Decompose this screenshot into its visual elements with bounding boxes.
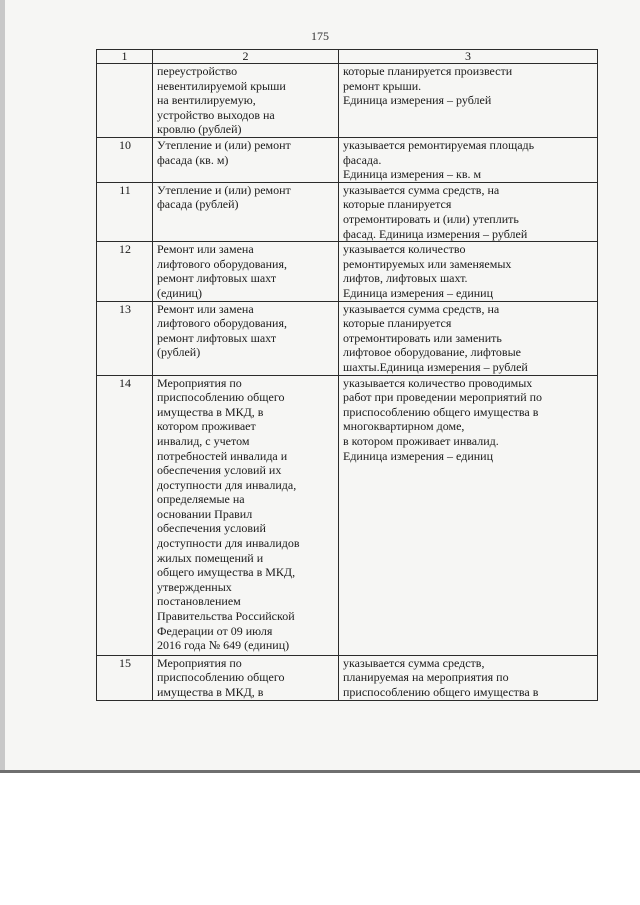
row-name-text: Мероприятия по приспособлению общего имущества в МКД, в котором проживает инвалид, с учетом потребностей инвалида и обеспечения условий их доступности для инвалида, определяемые на основании Правил обеспечения условий доступности для инвалидов жилых помещений и общего имущества в МКД, утвержденных постановлением Правительства Российской Федерации от 09 июля 2016 года № 649 (единиц): [157, 375, 300, 653]
page-number: 175: [311, 29, 329, 43]
row-description: [339, 138, 598, 183]
row-number: 13: [97, 301, 153, 375]
row-number: [97, 64, 153, 138]
row-name: [153, 182, 339, 241]
row-description: [339, 301, 598, 375]
row-number: 14: [97, 375, 153, 655]
row-description-text: указывается сумма средств, на которые планируется отремонтировать и (или) утеплить фасад. Единица измерения – рублей: [343, 182, 528, 241]
row-name-text: Мероприятия по приспособлению общего имущества в МКД, в: [157, 655, 285, 699]
header-row: [97, 50, 598, 64]
header-col-3: 3: [339, 50, 598, 64]
row-description-text: которые планируется произвести ремонт крыши. Единица измерения – рублей: [343, 64, 513, 108]
table-row: [97, 375, 598, 655]
row-description: [339, 655, 598, 700]
row-name-text: Утепление и (или) ремонт фасада (кв. м): [157, 138, 291, 167]
row-number: 11: [97, 182, 153, 241]
row-name: [153, 301, 339, 375]
table-row: [97, 138, 598, 183]
row-description-text: указывается сумма средств, на которые планируется отремонтировать или заменить лифтовое оборудование, лифтовые шахты.Единица измерения – рублей: [343, 301, 528, 374]
row-name: [153, 655, 339, 700]
header-col-2: 2: [153, 50, 339, 64]
row-description: [339, 375, 598, 655]
row-number: 10: [97, 138, 153, 183]
indicators-table: [96, 49, 598, 701]
row-name-text: Ремонт или замена лифтового оборудования, ремонт лифтовых шахт (рублей): [157, 301, 287, 360]
row-name: [153, 64, 339, 138]
table-row: [97, 301, 598, 375]
row-number: 15: [97, 655, 153, 700]
row-description-text: указывается ремонтируемая площадь фасада. Единица измерения – кв. м: [343, 138, 535, 182]
row-name: [153, 138, 339, 183]
table-row: [97, 64, 598, 138]
row-description: [339, 64, 598, 138]
row-number: 12: [97, 242, 153, 301]
row-description-text: указывается сумма средств, планируемая на мероприятия по приспособлению общего имущества в: [343, 655, 539, 699]
row-description: [339, 242, 598, 301]
row-name: [153, 242, 339, 301]
row-name-text: Ремонт или замена лифтового оборудования, ремонт лифтовых шахт (единиц): [157, 242, 287, 300]
table-row: [97, 655, 598, 700]
row-name: [153, 375, 339, 655]
row-name-text: Утепление и (или) ремонт фасада (рублей): [157, 182, 291, 212]
table-row: [97, 182, 598, 241]
header-col-1: 1: [97, 50, 153, 64]
row-description-text: указывается количество проводимых работ при проведении мероприятий по приспособлению общего имущества в многоквартирном доме, в котором проживает инвалид. Единица измерения – единиц: [343, 375, 543, 463]
row-name-text: переустройство невентилируемой крыши на вентилируемую, устройство выходов на кровлю (рублей): [157, 64, 286, 137]
row-description-text: указывается количество ремонтируемых или заменяемых лифтов, лифтовых шахт. Единица измерения – единиц: [343, 242, 512, 300]
table-row: [97, 242, 598, 301]
row-description: [339, 182, 598, 241]
